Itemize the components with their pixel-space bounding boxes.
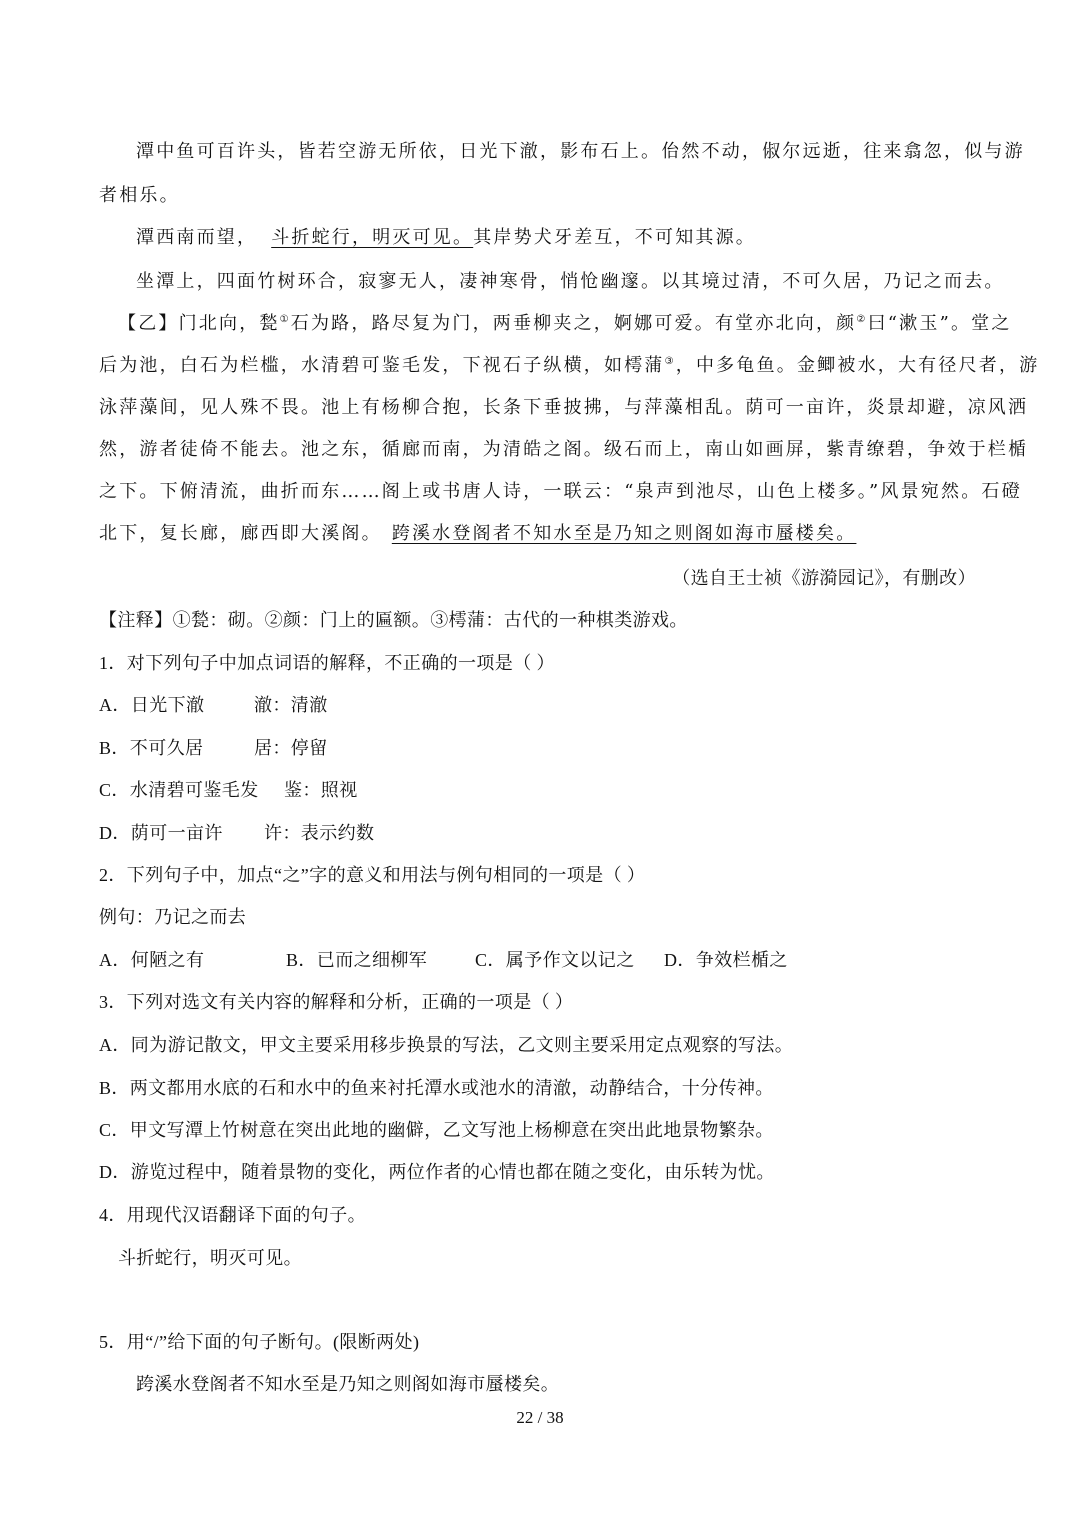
- q3-option-d: D．游览过程中，随着景物的变化，两位作者的心情也都在随之变化，由乐转为忧。: [99, 1162, 775, 1182]
- q2-option-d: D．争效栏楯之: [664, 950, 788, 970]
- q1-option-d: [99, 821, 375, 845]
- q1-option-b-expl: 居：停留: [254, 738, 328, 758]
- yi-line1-a: 【乙】门北向，甃: [118, 313, 280, 334]
- yi-line6-a: 北下，复长廊，廊西即大溪阁。: [99, 523, 382, 544]
- jia-p2: [136, 226, 756, 250]
- source-citation: （选自王士祯《游漪园记》，有删改）: [672, 568, 976, 588]
- footnote-mark-1: ①: [279, 314, 291, 325]
- yi-line1-b: 石为路，路尽复为门，两垂柳夹之，婀娜可爱。有堂亦北向，颜: [290, 313, 857, 334]
- yi-line4: 然，游者徒倚不能去。池之东，循廊而南，为清皓之阁。级石而上，南山如画屏，紫青缭碧，争效于栏楯: [99, 439, 1029, 460]
- yi-line1-c: 曰“漱玉”。堂之: [867, 313, 1012, 334]
- yi-line2-a: 后为池，白石为栏槛，水清碧可鉴毛发，下视石子纵横，如樗蒲: [99, 355, 665, 376]
- q2-option-c: C．属予作文以记之: [475, 950, 635, 970]
- jia-p2-underlined: 斗折蛇行，明灭可见。: [271, 227, 474, 248]
- footnote-mark-3: ③: [664, 356, 676, 367]
- q1-option-c-expl: 鉴：照视: [284, 780, 358, 800]
- q2-stem: 2．下列句子中，加点“之”字的意义和用法与例句相同的一项是（ ）: [99, 865, 646, 885]
- q3-option-b: B．两文都用水底的石和水中的鱼来衬托潭水或池水的清澈，动静结合，十分传神。: [99, 1078, 774, 1098]
- q1-option-d-expl: 许：表示约数: [264, 823, 375, 843]
- yi-line2: [99, 354, 1039, 378]
- q1-option-a-expl: 澈：清澈: [254, 695, 328, 715]
- q1-option-d-label: D．荫可一亩许: [99, 823, 223, 843]
- q3-option-c: C．甲文写潭上竹树意在突出此地的幽僻，乙文写池上杨柳意在突出此地景物繁杂。: [99, 1120, 774, 1140]
- jia-p2-lead: 潭西南而望，: [136, 227, 258, 248]
- q1-option-b-label: B．不可久居: [99, 738, 204, 758]
- q2-option-b: B．已而之细柳军: [286, 950, 428, 970]
- q1-option-a: [99, 693, 328, 717]
- q2-option-a: A．何陋之有: [99, 950, 205, 970]
- q2-example: 例句：乃记之而去: [99, 907, 247, 927]
- q3-option-a: A．同为游记散文，甲文主要采用移步换景的写法，乙文则主要采用定点观察的写法。: [99, 1035, 794, 1055]
- q1-option-a-label: A．日光下澈: [99, 695, 205, 715]
- q5-stem: 5．用“/”给下面的句子断句。(限断两处): [99, 1332, 420, 1352]
- jia-p3: 坐潭上，四面竹树环合，寂寥无人，凄神寒骨，悄怆幽邃。以其境过清，不可久居，乃记之而去。: [136, 271, 1005, 292]
- q4-stem: 4．用现代汉语翻译下面的句子。: [99, 1205, 366, 1225]
- q1-stem: 1．对下列句子中加点词语的解释，不正确的一项是（ ）: [99, 653, 555, 673]
- page-number: 22 / 38: [516, 1408, 564, 1427]
- q3-stem: 3．下列对选文有关内容的解释和分析，正确的一项是（ ）: [99, 992, 574, 1012]
- yi-line2-b: ，中多龟鱼。金鲫被水，大有径尺者，游: [675, 355, 1040, 376]
- yi-line6: [99, 522, 856, 546]
- yi-line1: [118, 312, 1012, 336]
- jia-p2-tail: 其岸势犬牙差互，不可知其源。: [473, 227, 757, 248]
- annotation-note: 【注释】①甃：砌。②颜：门上的匾额。③樗蒲：古代的一种棋类游戏。: [99, 610, 688, 630]
- footnote-mark-2: ②: [856, 314, 868, 325]
- q1-option-b: [99, 736, 328, 760]
- yi-line6-underlined: 跨溪水登阁者不知水至是乃知之则阁如海市蜃楼矣。: [391, 523, 857, 544]
- q5-sentence: 跨溪水登阁者不知水至是乃知之则阁如海市蜃楼矣。: [136, 1374, 560, 1394]
- jia-p1-line2: 者相乐。: [99, 185, 180, 206]
- q4-sentence: 斗折蛇行，明灭可见。: [118, 1248, 302, 1268]
- jia-p1-line1: 潭中鱼可百许头，皆若空游无所依，日光下澈，影布石上。佁然不动，俶尔远逝，往来翕忽，似与游: [136, 141, 1025, 162]
- q1-option-c: [99, 778, 358, 802]
- yi-line3: 泳萍藻间，见人殊不畏。池上有杨柳合抱，长条下垂披拂，与萍藻相乱。荫可一亩许，炎景却避，凉风洒: [99, 397, 1029, 418]
- yi-line5: 之下。下俯清流，曲折而东……阁上或书唐人诗，一联云：“泉声到池尽，山色上楼多。”风景宛然。石磴: [99, 481, 1022, 502]
- q1-option-c-label: C．水清碧可鉴毛发: [99, 780, 259, 800]
